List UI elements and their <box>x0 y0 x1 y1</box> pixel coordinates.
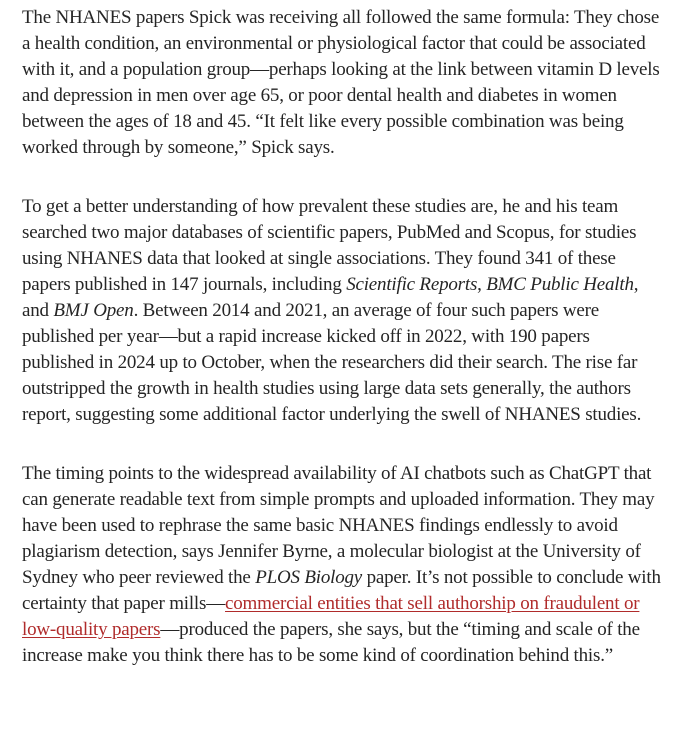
journal-name-italic: Scientific Reports <box>346 274 478 295</box>
body-text: . Between 2014 and 2021, an average of four such papers were published per year—but a rapid increase kicked off in 2022, with 190 papers published in 2024 up to October, when the researchers did their search. The rise far outstripped the growth in health studies using large data sets generally, the authors report, suggesting some additional factor underlying the swell of NHANES studies. <box>22 300 642 425</box>
body-text: —produced the papers, she says, but the “timing and scale of the increase make you think there has to be some kind of coordination behind this.” <box>22 619 640 666</box>
inline-link[interactable]: commercial entities that sell authorship on fraudulent or low-quality papers <box>22 593 640 640</box>
body-text: The NHANES papers Spick was receiving all followed the same formula: They chose a health condition, an environmental or physiological factor that could be associated with it, and a population group—perhaps looking at the link between vitamin D levels and depression in men over age 65, or poor dental health and diabetes in women between the ages of 18 and 45. “It felt like every possible combination was being worked through by someone,” Spick says. <box>22 7 660 158</box>
body-text: To get a better understanding of how prevalent these studies are, he and his team searched two major databases of scientific papers, PubMed and Scopus, for studies using NHANES data that looked at single associations. They found 341 of these papers published in 147 journals, including <box>22 196 637 295</box>
body-text: paper. It’s not possible to conclude with certainty that paper mills— <box>22 567 661 614</box>
body-text: , <box>477 274 487 295</box>
body-text: , and <box>22 274 639 321</box>
body-text: The timing points to the widespread availability of AI chatbots such as ChatGPT that can generate readable text from simple prompts and uploaded information. They may have been used to rephrase the same basic NHANES findings endlessly to avoid plagiarism detection, says Jennifer Byrne, a molecular biologist at the University of Sydney who peer reviewed the <box>22 463 655 588</box>
journal-name-italic: BMJ Open <box>53 300 134 321</box>
paragraph-nhanes-formula <box>22 5 666 161</box>
journal-name-italic: BMC Public Health <box>486 274 634 295</box>
paragraph-ai-chatbots <box>22 461 666 669</box>
paragraph-study-findings <box>22 194 666 428</box>
journal-name-italic: PLOS Biology <box>255 567 363 588</box>
